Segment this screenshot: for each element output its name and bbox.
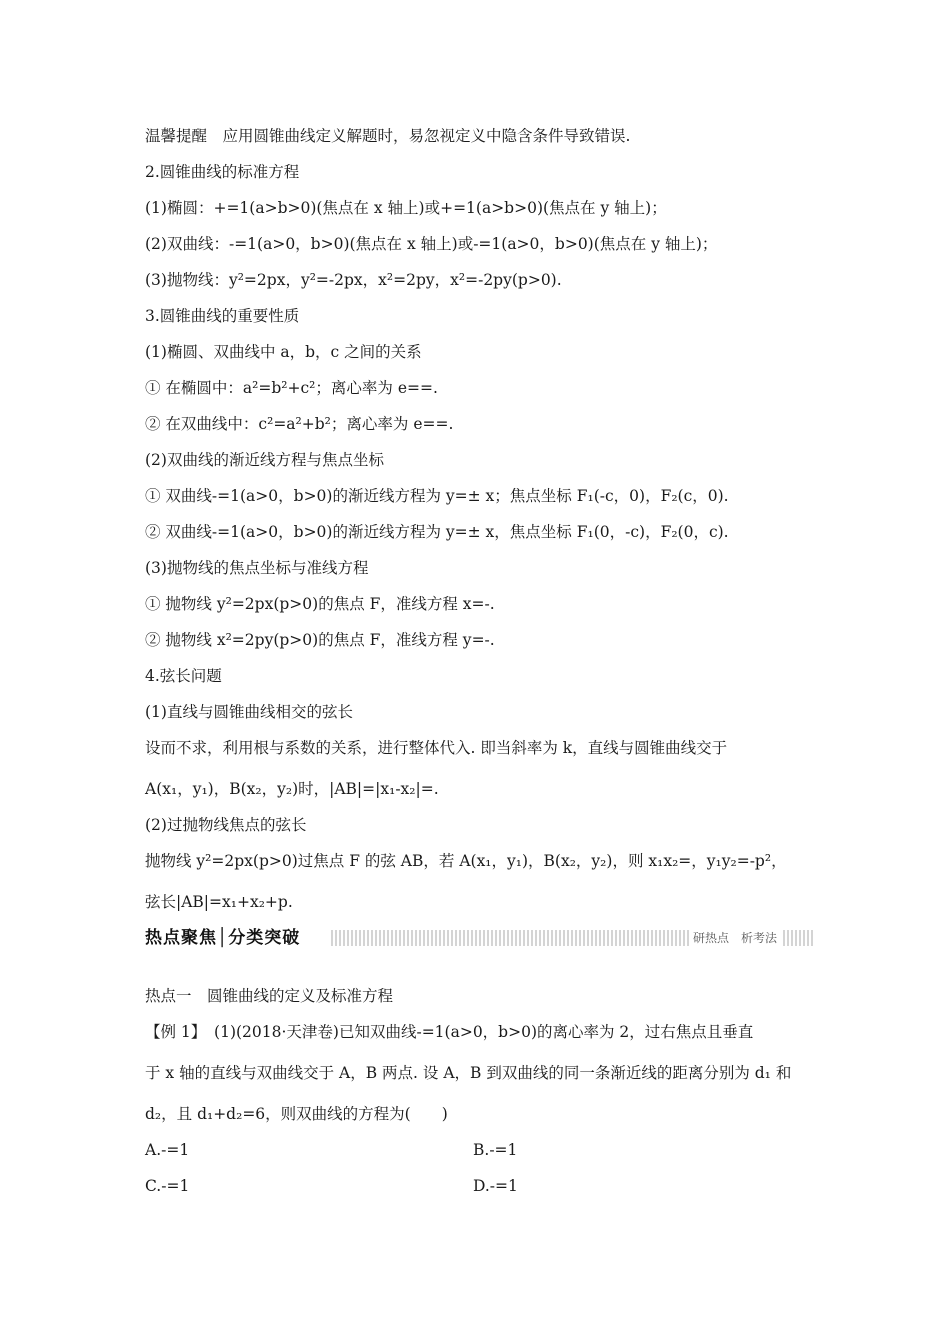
banner-title: 热点聚焦│分类突破 (145, 926, 306, 950)
chord-length-text-1: 设而不求，利用根与系数的关系，进行整体代入. 即当斜率为 k，直线与圆锥曲线交于 (145, 739, 728, 757)
chord-length-text-2: A(x₁，y₁)，B(x₂，y₂)时，|AB|=|x₁-x₂|=. (145, 780, 439, 798)
parabola-equation-line: (3)抛物线：y²=2px，y²=-2px，x²=2py，x²=-2py(p>0). (145, 271, 562, 289)
section-banner (145, 926, 813, 950)
example-line-3: d₂，且 d₁+d₂=6，则双曲线的方程为( ) (145, 1105, 448, 1123)
section-2-heading: 2.圆锥曲线的标准方程 (145, 163, 300, 181)
asymptote-heading: (2)双曲线的渐近线方程与焦点坐标 (145, 451, 384, 469)
example-line-1: 【例 1】 (1)(2018·天津卷)已知双曲线-=1(a>0，b>0)的离心率为 2，过右焦点且垂直 (145, 1023, 754, 1041)
asymptote-y-line: ② 双曲线-=1(a>0，b>0)的渐近线方程为 y=± x，焦点坐标 F₁(0，-c)，F₂(0，c). (145, 523, 729, 541)
option-a: A.-=1 (145, 1141, 190, 1159)
parabola-focus-heading: (3)抛物线的焦点坐标与准线方程 (145, 559, 369, 577)
asymptote-x-line: ① 双曲线-=1(a>0，b>0)的渐近线方程为 y=± x；焦点坐标 F₁(-c，0)，F₂(c，0). (145, 487, 729, 505)
banner-subtitle: 研热点 析考法 (689, 926, 781, 950)
section-3-heading: 3.圆锥曲线的重要性质 (145, 307, 300, 325)
ellipse-equation-line: (1)椭圆：+=1(a>b>0)(焦点在 x 轴上)或+=1(a>b>0)(焦点在 y 轴上)； (145, 199, 667, 217)
chord-length-heading: (1)直线与圆锥曲线相交的弦长 (145, 703, 353, 721)
abc-relation-line: (1)椭圆、双曲线中 a，b，c 之间的关系 (145, 343, 422, 361)
hyperbola-equation-line: (2)双曲线：-=1(a>0，b>0)(焦点在 x 轴上)或-=1(a>0，b>0)(焦点在 y 轴上)； (145, 235, 718, 253)
ellipse-eccentricity-line: ① 在椭圆中：a²=b²+c²；离心率为 e==. (145, 379, 438, 397)
section-4-heading: 4.弦长问题 (145, 667, 222, 685)
option-d: D.-=1 (473, 1177, 518, 1195)
option-c: C.-=1 (145, 1177, 190, 1195)
parabola-focus-y-line: ② 抛物线 x²=2py(p>0)的焦点 F，准线方程 y=-. (145, 631, 495, 649)
example-line-2: 于 x 轴的直线与双曲线交于 A，B 两点. 设 A，B 到双曲线的同一条渐近线的距离分别为 d₁ 和 (145, 1064, 792, 1082)
hotspot-title: 热点一 圆锥曲线的定义及标准方程 (145, 987, 394, 1005)
focal-chord-heading: (2)过抛物线焦点的弦长 (145, 816, 307, 834)
option-b: B.-=1 (473, 1141, 518, 1159)
focal-chord-text-2: 弦长|AB|=x₁+x₂+p. (145, 893, 293, 911)
hyperbola-eccentricity-line: ② 在双曲线中：c²=a²+b²；离心率为 e==. (145, 415, 454, 433)
tip-line: 温馨提醒 应用圆锥曲线定义解题时，易忽视定义中隐含条件导致错误. (145, 127, 631, 145)
focal-chord-text-1: 抛物线 y²=2px(p>0)过焦点 F 的弦 AB，若 A(x₁，y₁)，B(x₂，y₂)，则 x₁x₂=，y₁y₂=-p²， (145, 852, 787, 870)
parabola-focus-x-line: ① 抛物线 y²=2px(p>0)的焦点 F，准线方程 x=-. (145, 595, 495, 613)
